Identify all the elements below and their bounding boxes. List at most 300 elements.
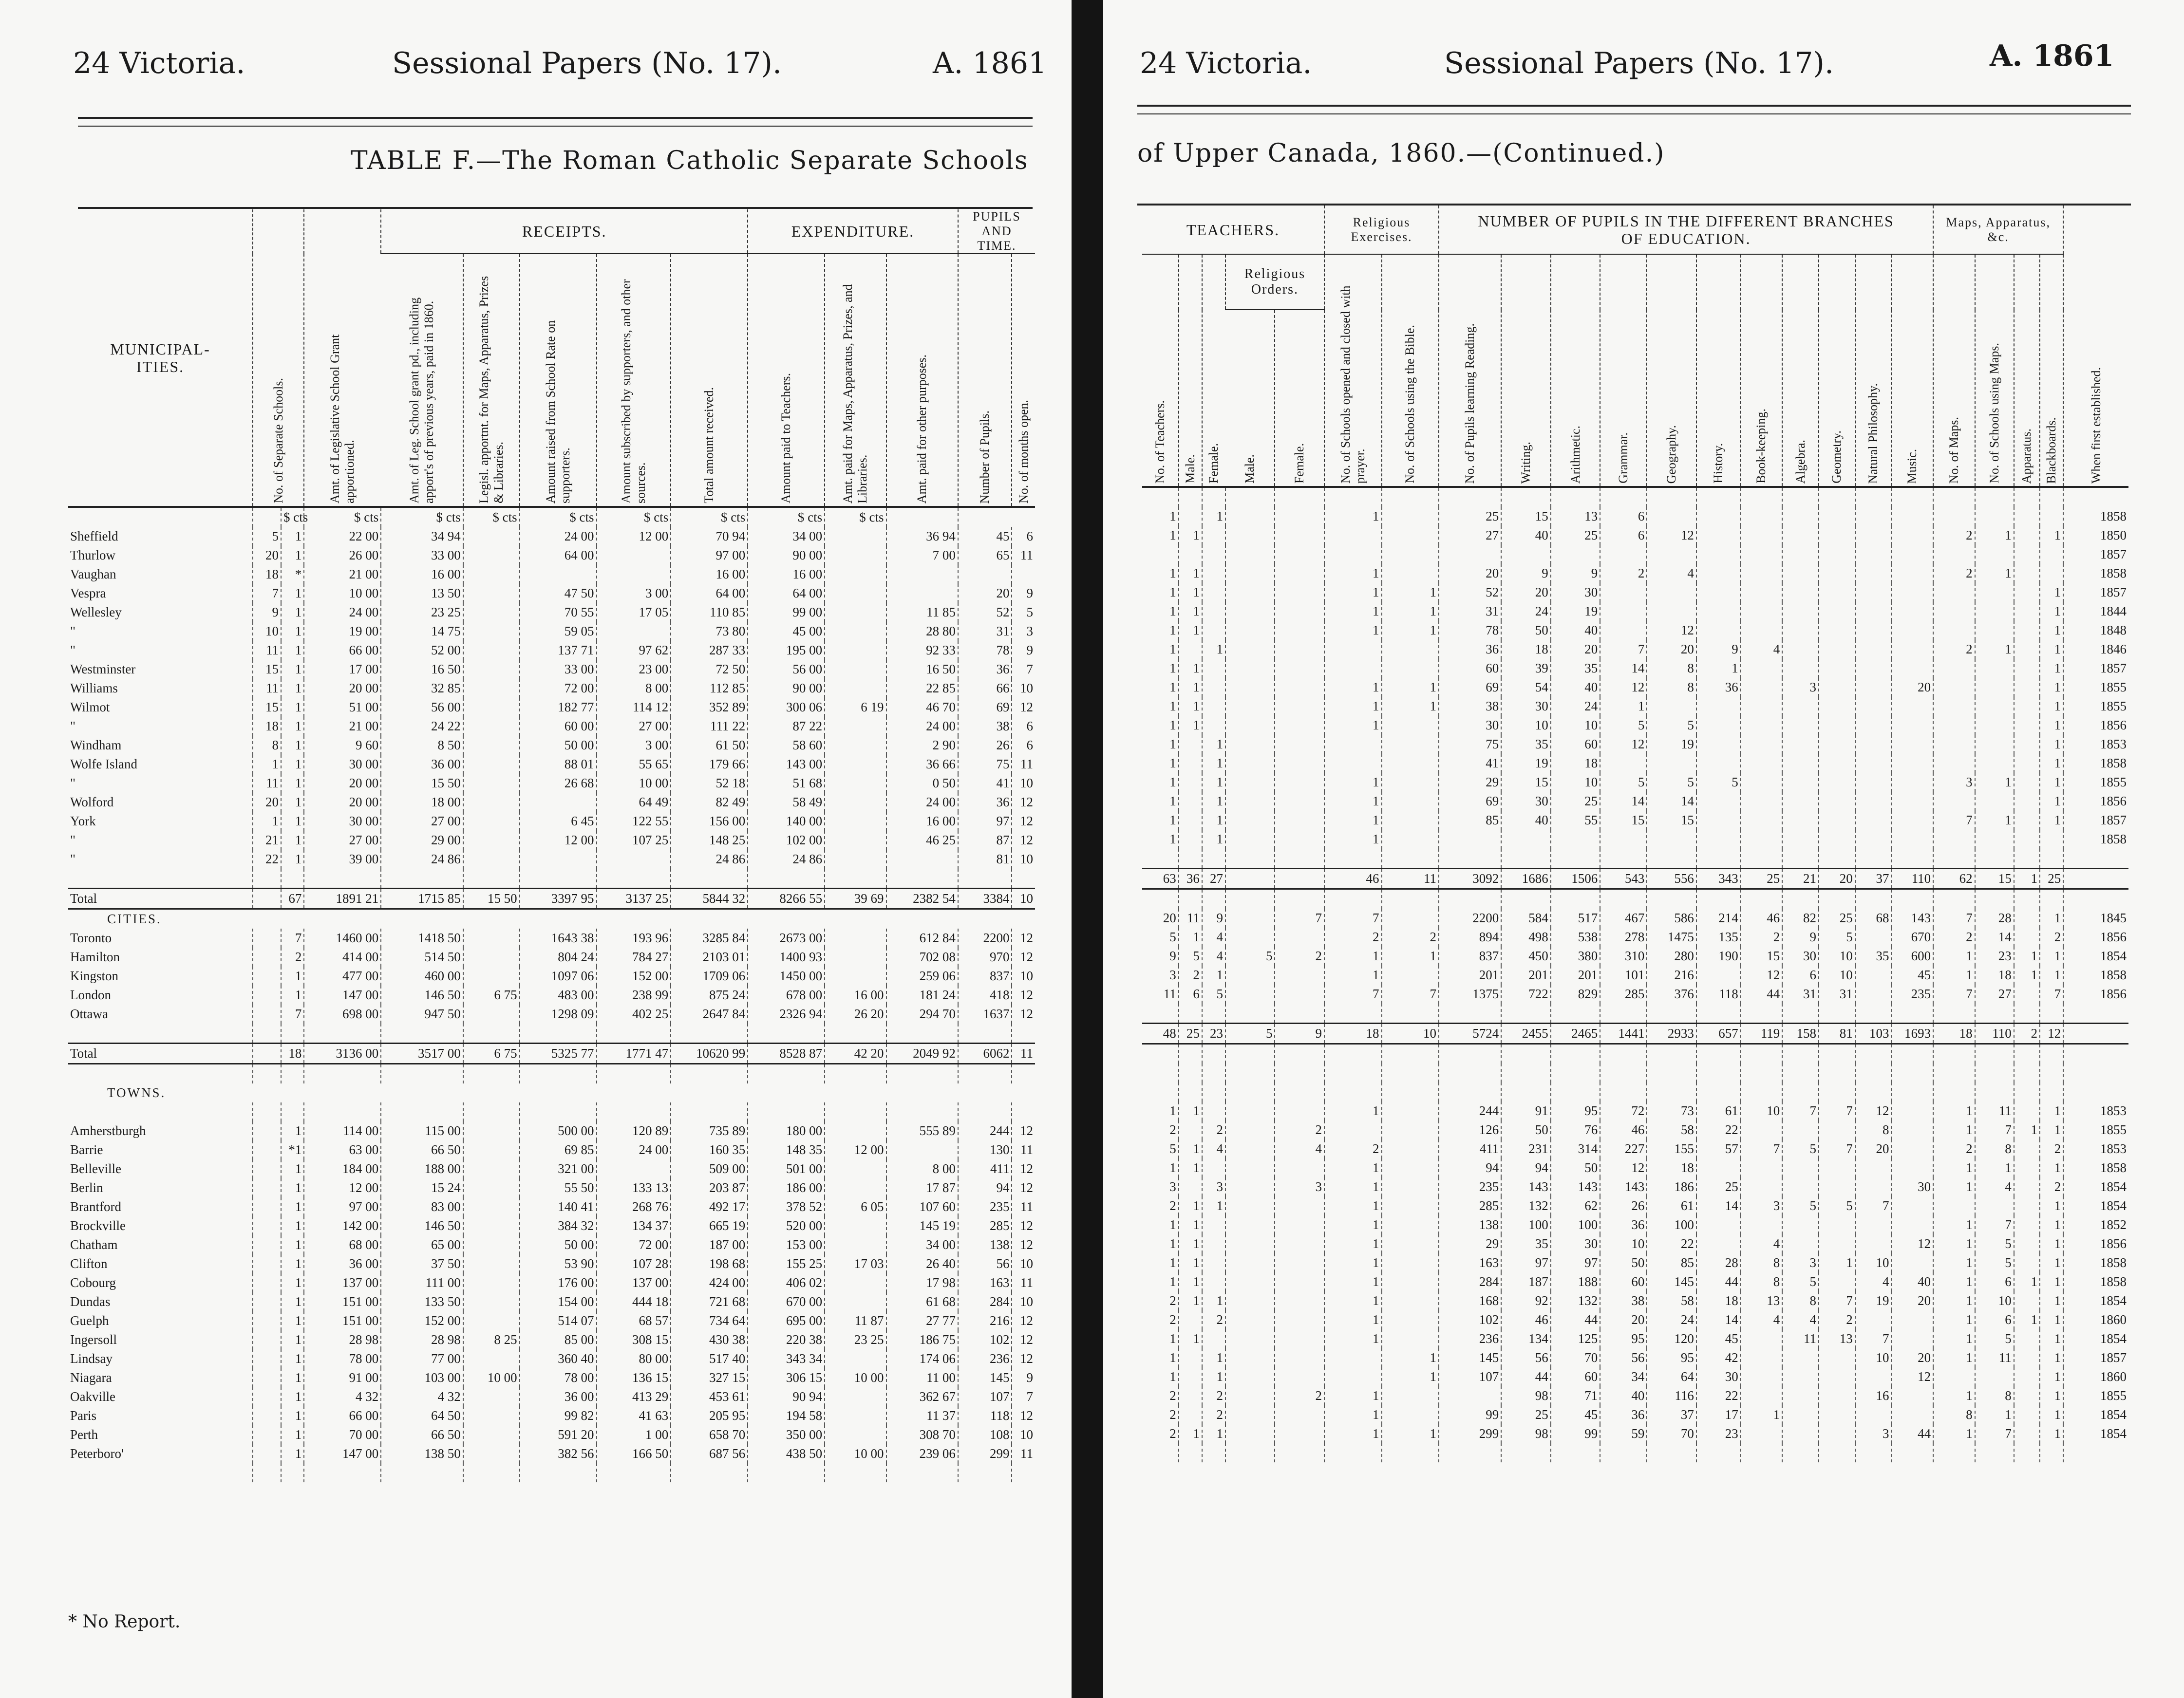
table-row [1142, 947, 2128, 966]
table-cell: 1 [2014, 1272, 2040, 1291]
spacer-cell [1275, 889, 1324, 909]
table-cell: 25 [1551, 526, 1600, 545]
table-cell: London [70, 988, 111, 1002]
header-paid-teachers: Amount paid to Teachers. [748, 254, 825, 507]
table-cell: 5 [1169, 930, 1176, 944]
spacer-cell [1892, 849, 1934, 869]
table-cell: 33 00 [381, 546, 463, 565]
table-cell: 18 [253, 717, 281, 736]
table-cell [2040, 507, 2063, 526]
table-cell [1382, 811, 1439, 830]
table-cell: 259 06 [886, 967, 958, 986]
spacer-cell [1696, 849, 1741, 869]
table-cell [253, 1406, 281, 1425]
header-paid-maps: Amt. paid for Maps, Apparatus, Prizes, and Libraries. [825, 254, 886, 507]
table-cell: 2 [1275, 1386, 1324, 1405]
spacer-cell [68, 1064, 253, 1084]
table-cell: 10 00 [597, 774, 671, 793]
table-cell [1892, 1120, 1934, 1139]
table-cell: 11 [1012, 1444, 1035, 1463]
header-paid-other: Amt. paid for other purposes. [886, 254, 958, 507]
table-cell: 612 84 [886, 929, 958, 948]
table-cell: 10 [1600, 1234, 1647, 1253]
table-cell [1892, 697, 1934, 716]
table-cell [1439, 1386, 1501, 1405]
table-cell [1782, 716, 1819, 735]
header-natural-philosophy: Natural Philosophy. [1855, 254, 1892, 487]
spacer-cell [1202, 1004, 1225, 1024]
table-cell: 56 [1501, 1348, 1551, 1367]
table-cell: 5 [1647, 716, 1696, 735]
table-cell: 83 00 [381, 1197, 463, 1216]
left-session-header: 24 Victoria. [73, 46, 245, 80]
table-cell: 1 [1179, 564, 1202, 583]
spacer-row [68, 1024, 1035, 1044]
table-cell [1324, 1367, 1382, 1386]
table-cell [2063, 1024, 2128, 1044]
spacer-cell [253, 1102, 281, 1121]
table-cell: 6062 [958, 1044, 1012, 1064]
table-cell: 1 [281, 1254, 304, 1273]
table-cell: 220 38 [748, 1330, 825, 1349]
table-cell: 115 00 [381, 1121, 463, 1140]
table-cell: 418 [958, 986, 1012, 1005]
table-cell [463, 755, 520, 774]
table-cell [463, 1121, 520, 1140]
table-cell: 7 [1819, 1291, 1855, 1310]
spacer-cell [1551, 1064, 1600, 1082]
table-cell [2014, 792, 2040, 811]
spacer-cell [1892, 1044, 1934, 1064]
table-cell: 18 00 [381, 793, 463, 812]
table-cell [1741, 830, 1782, 849]
table-cell: 63 00 [304, 1140, 381, 1159]
table-row [1142, 602, 2128, 621]
spacer-cell [597, 869, 671, 889]
spacer-cell [1933, 1044, 1975, 1064]
spacer-cell [1382, 1044, 1439, 1064]
table-cell: 8 [1741, 1253, 1782, 1272]
table-cell: " [70, 719, 76, 733]
table-cell: 22 [1696, 1120, 1741, 1139]
table-cell: 12 [1012, 1406, 1035, 1425]
table-cell: 65 00 [381, 1235, 463, 1254]
table-cell: 100 [1501, 1215, 1551, 1234]
table-cell: 26 [958, 736, 1012, 755]
table-cell [1933, 621, 1975, 640]
table-cell: $ cts [671, 507, 748, 527]
spacer-cell [1741, 849, 1782, 869]
table-cell: 15 [1501, 773, 1551, 792]
table-cell: 145 [958, 1368, 1012, 1387]
table-cell: 66 [958, 679, 1012, 698]
table-cell: Brantford [70, 1199, 121, 1214]
table-cell: 11 87 [825, 1311, 886, 1330]
table-cell [1275, 1253, 1324, 1272]
table-cell: 25 [1819, 909, 1855, 928]
table-cell: 2 [1324, 928, 1382, 947]
table-cell [1741, 697, 1782, 716]
table-cell: 140 00 [748, 812, 825, 831]
table-cell: 5 [1696, 773, 1741, 792]
table-cell: 99 [1551, 1424, 1600, 1443]
table-cell: 600 [1892, 947, 1934, 966]
table-cell: 1857 [2063, 659, 2128, 678]
table-cell [1782, 1158, 1819, 1177]
table-cell [1382, 640, 1439, 659]
spacer-cell [886, 1463, 958, 1482]
table-cell [1275, 754, 1324, 773]
table-cell: 5 [1782, 1272, 1819, 1291]
table-cell [1225, 1101, 1275, 1120]
left-year-header: A. 1861 [933, 46, 1047, 80]
table-cell [1382, 1139, 1439, 1158]
spacer-row [68, 1463, 1035, 1482]
table-cell: 56 00 [381, 698, 463, 717]
table-cell: 15 [253, 698, 281, 717]
table-cell: 11 [1163, 987, 1176, 1001]
table-cell: 321 00 [520, 1159, 597, 1178]
table-cell: 1 [1933, 1348, 1975, 1367]
table-cell [2014, 1405, 2040, 1424]
header-apparatus: Apparatus. [2014, 254, 2040, 487]
table-cell: 1 [1382, 602, 1439, 621]
table-cell [253, 1330, 281, 1349]
table-cell [1741, 1120, 1782, 1139]
table-cell: 1 [2040, 716, 2063, 735]
table-cell: 294 70 [886, 1005, 958, 1024]
table-cell: 2 [1202, 1405, 1225, 1424]
table-cell [1202, 564, 1225, 583]
spacer-cell [1142, 1044, 1179, 1064]
table-cell: 670 [1892, 928, 1934, 947]
table-cell [1892, 583, 1934, 602]
table-cell: 73 [1647, 1101, 1696, 1120]
table-cell: 1 [1324, 507, 1382, 526]
table-cell: 59 [1600, 1424, 1647, 1443]
table-cell: 3 [1169, 968, 1176, 982]
table-cell: 48 [1142, 1024, 1179, 1044]
table-cell: 453 61 [671, 1387, 748, 1406]
table-cell: 15 [253, 660, 281, 679]
table-cell: 1 [1169, 642, 1176, 656]
table-cell [825, 1121, 886, 1140]
table-cell: 19 [1501, 754, 1551, 773]
table-cell: 134 [1501, 1329, 1551, 1348]
table-cell: 32 85 [381, 679, 463, 698]
table-cell: 9 [1501, 564, 1551, 583]
table-row [68, 660, 1035, 679]
table-cell: 7 [1012, 1387, 1035, 1406]
table-cell: 1 [1975, 1158, 2014, 1177]
table-cell [597, 1159, 671, 1178]
table-cell [1892, 773, 1934, 792]
table-cell: 500 00 [520, 1121, 597, 1140]
table-cell [825, 1216, 886, 1235]
table-cell: 406 02 [748, 1273, 825, 1292]
table-cell [1819, 1120, 1855, 1139]
table-cell: 517 [1551, 909, 1600, 928]
spacer-cell [1202, 487, 1225, 507]
table-cell: 46 [1501, 1310, 1551, 1329]
table-cell: 3136 00 [304, 1044, 381, 1064]
table-cell: 4 [1782, 1310, 1819, 1329]
table-cell [1782, 830, 1819, 849]
table-cell: 1 [281, 546, 304, 565]
table-cell: 1856 [2063, 716, 2128, 735]
table-cell: 30 [1551, 1234, 1600, 1253]
table-cell [1892, 1158, 1934, 1177]
table-cell: 1857 [2063, 545, 2128, 564]
table-cell: 138 50 [381, 1444, 463, 1463]
table-cell: 10620 99 [671, 1044, 748, 1064]
table-cell: 514 50 [381, 948, 463, 967]
table-cell: 1 [1324, 1158, 1382, 1177]
spacer-cell [1782, 1004, 1819, 1024]
table-cell: 698 00 [304, 1005, 381, 1024]
table-cell: 45 [1696, 1329, 1741, 1348]
left-table-caption: TABLE F.—The Roman Catholic Separate Schools [351, 146, 1029, 175]
table-cell [1647, 583, 1696, 602]
table-cell: 556 [1647, 869, 1696, 889]
table-cell [1275, 928, 1324, 947]
table-row [68, 929, 1035, 948]
table-cell: 23 25 [825, 1330, 886, 1349]
spacer-cell [958, 869, 1012, 889]
table-cell [1225, 1329, 1275, 1348]
table-cell [1275, 1405, 1324, 1424]
table-cell: 586 [1647, 909, 1696, 928]
table-cell: 58 [1647, 1120, 1696, 1139]
table-cell: 22 85 [886, 679, 958, 698]
table-row [68, 1311, 1035, 1330]
table-cell: 1857 [2063, 583, 2128, 602]
table-cell [1225, 909, 1275, 928]
section-label: CITIES. [107, 912, 162, 926]
table-cell [1855, 1367, 1892, 1386]
table-cell: 195 00 [748, 641, 825, 660]
table-cell: 201 [1551, 966, 1600, 985]
table-cell: 1 [281, 527, 304, 546]
table-cell: 11 00 [886, 1368, 958, 1387]
table-cell: 1 [2040, 602, 2063, 621]
table-cell [253, 1140, 281, 1159]
table-cell [1855, 1405, 1892, 1424]
table-cell: 1 [1933, 1120, 1975, 1139]
table-cell [825, 660, 886, 679]
table-row [1142, 1329, 2128, 1348]
table-cell: 24 00 [597, 1140, 671, 1159]
table-cell: 1 [2040, 1196, 2063, 1215]
table-cell: 14 [1696, 1196, 1741, 1215]
table-cell [2014, 659, 2040, 678]
table-cell: 5 [1600, 716, 1647, 735]
spacer-cell [1855, 1082, 1892, 1101]
table-cell: 4 [1202, 1139, 1225, 1158]
table-cell: Chatham [70, 1237, 118, 1252]
table-cell: 52 18 [671, 774, 748, 793]
table-cell: 25 [1179, 1024, 1202, 1044]
spacer-cell [68, 869, 253, 889]
table-cell: 205 95 [671, 1406, 748, 1425]
right-data-table [1142, 205, 2128, 1462]
spacer-cell [886, 1064, 958, 1084]
table-cell: 3397 95 [520, 889, 597, 909]
table-cell [463, 1159, 520, 1178]
table-cell: 6 75 [463, 986, 520, 1005]
spacer-cell [1933, 889, 1975, 909]
table-cell: 1 [1169, 1274, 1176, 1289]
table-cell: 1858 [2063, 966, 2128, 985]
table-cell: 6 [1975, 1272, 2014, 1291]
table-cell: 14 [1600, 792, 1647, 811]
table-cell: 25 [1741, 869, 1782, 889]
table-cell: 78 00 [304, 1349, 381, 1368]
table-cell: 31 [1819, 985, 1855, 1004]
table-cell: 1 [1169, 528, 1176, 542]
table-cell [1975, 659, 2014, 678]
table-cell: 268 76 [597, 1197, 671, 1216]
table-cell: 20 [1163, 911, 1176, 925]
table-cell: 285 [1439, 1196, 1501, 1215]
spacer-row [1142, 1082, 2128, 1101]
spacer-cell [1855, 487, 1892, 507]
table-cell: 1854 [2063, 1424, 2128, 1443]
spacer-cell [1600, 1044, 1647, 1064]
table-row [68, 527, 1035, 546]
table-cell [1696, 966, 1741, 985]
table-cell: 1 [1169, 1331, 1176, 1346]
table-cell [2014, 1348, 2040, 1367]
table-cell: 7 [1819, 1139, 1855, 1158]
spacer-cell [1855, 1044, 1892, 1064]
header-leg-maps: Legisl. apportnt. for Maps, Apparatus, Prizes & Libraries. [463, 254, 520, 507]
table-cell [597, 565, 671, 584]
table-row [1142, 1196, 2128, 1215]
table-cell: 1 [1179, 697, 1202, 716]
table-cell: 50 00 [520, 1235, 597, 1254]
table-cell: 38 [1600, 1291, 1647, 1310]
table-cell: 70 [1551, 1348, 1600, 1367]
table-cell: 3092 [1439, 869, 1501, 889]
table-cell: 1 [2040, 1234, 2063, 1253]
table-cell [597, 622, 671, 641]
table-cell [1275, 1101, 1324, 1120]
table-cell: 46 [1324, 869, 1382, 889]
table-cell: 1855 [2063, 1386, 2128, 1405]
table-cell: 10 [1012, 967, 1035, 986]
table-cell [463, 1254, 520, 1273]
table-cell [463, 929, 520, 948]
table-cell [2014, 1234, 2040, 1253]
table-cell: 13 [1551, 507, 1600, 526]
table-cell [1382, 1177, 1439, 1196]
table-cell: 120 [1647, 1329, 1696, 1348]
total-row [1142, 869, 2128, 889]
table-cell: 244 [958, 1121, 1012, 1140]
table-cell: 5 [1202, 985, 1225, 1004]
table-cell: 4 32 [381, 1387, 463, 1406]
table-cell: " [70, 776, 76, 790]
table-row [68, 793, 1035, 812]
spacer-cell [1933, 1064, 1975, 1082]
table-cell [1225, 697, 1275, 716]
table-cell: 28 98 [304, 1330, 381, 1349]
spacer-cell [520, 869, 597, 889]
table-cell [1696, 1215, 1741, 1234]
header-music: Music. [1892, 254, 1934, 487]
table-cell [2014, 697, 2040, 716]
table-cell: 72 50 [671, 660, 748, 679]
table-cell: 1 [1169, 1160, 1176, 1175]
table-cell: 10 00 [463, 1368, 520, 1387]
table-cell: 20 00 [304, 774, 381, 793]
table-cell [1819, 564, 1855, 583]
spacer-cell [2014, 1082, 2040, 1101]
table-cell [1202, 602, 1225, 621]
table-cell: 343 [1696, 869, 1741, 889]
table-cell: 2 [1169, 1388, 1176, 1403]
spacer-cell [1202, 1443, 1225, 1462]
spacer-cell [304, 1024, 381, 1044]
table-cell: 17 98 [886, 1273, 958, 1292]
table-cell: 66 50 [381, 1140, 463, 1159]
table-cell: 31 [1439, 602, 1501, 621]
spacer-cell [1933, 487, 1975, 507]
table-cell: 36 94 [886, 527, 958, 546]
table-cell [1855, 754, 1892, 773]
table-cell: 2200 [958, 929, 1012, 948]
table-cell: 1858 [2063, 830, 2128, 849]
table-cell [825, 831, 886, 850]
table-cell: 73 80 [671, 622, 748, 641]
spacer-cell [1819, 889, 1855, 909]
table-cell [1975, 1367, 2014, 1386]
table-cell: 3 [1855, 1424, 1892, 1443]
table-cell: 1856 [2063, 928, 2128, 947]
table-cell: 9 60 [304, 736, 381, 755]
table-cell: 1854 [2063, 1291, 2128, 1310]
table-cell: 201 [1501, 966, 1551, 985]
table-cell: 13 [1819, 1329, 1855, 1348]
table-cell [253, 1121, 281, 1140]
table-cell [825, 948, 886, 967]
table-cell: 27 00 [381, 812, 463, 831]
table-cell [463, 660, 520, 679]
table-cell [1741, 1386, 1782, 1405]
table-cell: 1 [1324, 1405, 1382, 1424]
table-cell: 9 [253, 603, 281, 622]
table-cell [1819, 1177, 1855, 1196]
table-cell: 75 [958, 755, 1012, 774]
table-row [1142, 1367, 2128, 1386]
spacer-cell [1382, 487, 1439, 507]
table-cell [1225, 678, 1275, 697]
table-cell [1741, 564, 1782, 583]
table-cell: 2 [1382, 928, 1439, 947]
table-cell: 4 [1647, 564, 1696, 583]
table-cell: 20 [1855, 1139, 1892, 1158]
table-cell: 36 [1696, 678, 1741, 697]
table-cell [2014, 678, 2040, 697]
spacer-cell [671, 1064, 748, 1084]
table-cell [1275, 583, 1324, 602]
table-cell: 1 [281, 1368, 304, 1387]
spacer-cell [1439, 487, 1501, 507]
table-cell [825, 1349, 886, 1368]
table-cell: 160 35 [671, 1140, 748, 1159]
table-cell [1600, 545, 1647, 564]
